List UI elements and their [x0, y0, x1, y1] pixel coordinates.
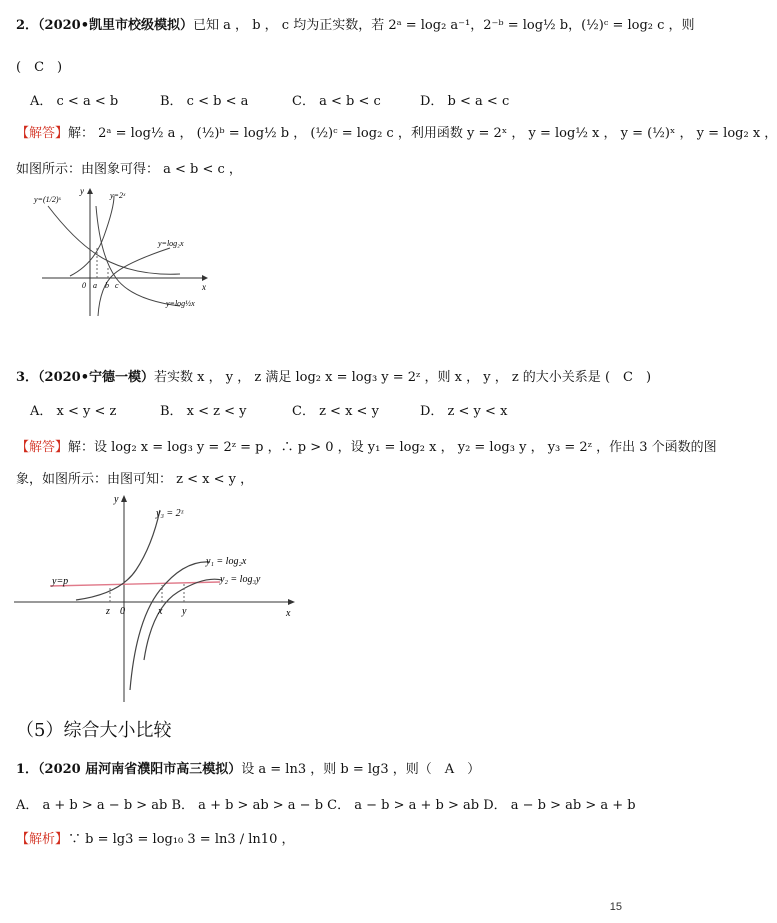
q3-label-x-axis: x	[286, 608, 291, 619]
q3-solution-tag: 【解答】	[16, 440, 69, 455]
q2-option-d: D． b < a < c	[420, 94, 510, 109]
page-number: 15	[609, 901, 622, 913]
q3-solution-text2: 象，如图所示：由图可知： z < x < y ，	[16, 472, 254, 487]
q3-label-origin: 0	[120, 606, 125, 617]
q2-option-c: C． a < b < c	[292, 94, 381, 109]
q3-stem-line	[16, 366, 651, 385]
q3-curve-y1	[130, 562, 210, 690]
q2-source: （2020•凯里市校级模拟）	[38, 18, 194, 33]
q2-label-a: a	[93, 281, 97, 290]
q3-label-z: z	[106, 606, 110, 617]
q1-solution-tag: 【解析】	[16, 832, 69, 847]
q2-label-log-half: y=log½x	[166, 299, 195, 308]
q3-option-d: D． z < y < x	[420, 404, 508, 419]
q3-option-c: C． z < x < y	[292, 404, 379, 419]
q1-number: 1．	[16, 762, 39, 777]
q2-solution-line	[16, 122, 777, 141]
q3-label-y2: y₂ = log₃y	[220, 574, 261, 585]
q2-label-c: c	[115, 281, 119, 290]
q1-options: A． a + b > a − b > ab B． a + b > ab > a − b C． a − b > a + b > ab D． a − b > ab > a + b	[16, 798, 636, 813]
q2-label-half-pow: y=(1/2)ˣ	[34, 195, 61, 204]
q2-label-log2: y=log₂x	[158, 239, 184, 248]
q3-source: （2020•宁德一模）	[38, 370, 155, 385]
q3-option-a: A． x < y < z	[30, 404, 117, 419]
q2-graph-y-arrow	[87, 188, 93, 194]
q2-curve-2pow	[70, 196, 114, 276]
q2-number: 2．	[16, 18, 39, 33]
q2-answer: ( C )	[16, 60, 63, 75]
q3-graph-y-arrow	[121, 495, 127, 502]
q3-graph-x-arrow	[288, 599, 295, 605]
q2-label-x-axis: x	[202, 282, 206, 292]
q3-label-y-axis: y	[114, 494, 119, 505]
q3-stem: 若实数 x ， y ， z 满足 log₂ x = log₃ y = 2ᶻ ，则 x ， y ， z 的大小关系是 ( C )	[154, 370, 652, 385]
q3-solution-line	[16, 436, 717, 455]
q2-option-a: A． c < a < b	[30, 94, 119, 109]
section-heading: （5）综合大小比较	[16, 720, 172, 741]
q2-solution-text: 解： 2ᵃ = log½ a ， (½)ᵇ = log½ b ， (½)ᶜ = log₂ c ，利用函数 y = 2ˣ ， y = log½ x ， y = (½)ˣ ， y = log₂ x ，	[68, 126, 777, 141]
q2-stem: 已知 a ， b ， c 均为正实数，若 2ᵃ = log₂ a⁻¹，2⁻ᵇ = log½ b，(½)ᶜ = log₂ c ，则	[193, 18, 695, 33]
q2-stem-line	[16, 14, 695, 33]
q3-label-yp: y=p	[52, 576, 69, 587]
q2-graph	[30, 186, 210, 326]
q3-curve-y3	[76, 510, 160, 600]
q1-stem: 设 a = ln3 ，则 b = lg3 ，则（ A ）	[241, 762, 481, 777]
q2-solution-tag: 【解答】	[16, 126, 69, 141]
q2-label-2pow: y=2ˣ	[110, 191, 126, 200]
q3-label-xmark: x	[158, 606, 163, 617]
q3-label-ymark: y	[182, 606, 187, 617]
q3-graph	[10, 490, 300, 710]
q2-label-b: b	[105, 281, 109, 290]
q2-solution-text2: 如图所示：由图象可得： a < b < c ，	[16, 162, 242, 177]
q1-source: （2020 届河南省濮阳市高三模拟）	[38, 762, 242, 777]
q2-option-b: B． c < b < a	[160, 94, 249, 109]
q2-label-y-axis: y	[80, 186, 84, 196]
q3-curve-y2	[144, 579, 222, 660]
q3-solution-text: 解：设 log₂ x = log₃ y = 2ᶻ = p ，∴ p > 0 ，设 y₁ = log₂ x ， y₂ = log₃ y ， y₃ = 2ᶻ ，作出 3 个函数的图	[68, 440, 717, 455]
q1-solution-text: ∵ b = lg3 = log₁₀ 3 = ln3 / ln10 ，	[68, 832, 295, 847]
q1-solution-line	[16, 828, 294, 847]
q2-label-origin: 0	[82, 281, 86, 290]
q1-stem-line	[16, 758, 480, 777]
q3-option-b: B． x < z < y	[160, 404, 247, 419]
q3-number: 3．	[16, 370, 39, 385]
q3-label-y1: y₁ = log₂x	[206, 556, 247, 567]
q3-label-y3: y₃ = 2ᶻ	[156, 508, 184, 519]
q2-graph-x-arrow	[202, 275, 208, 281]
